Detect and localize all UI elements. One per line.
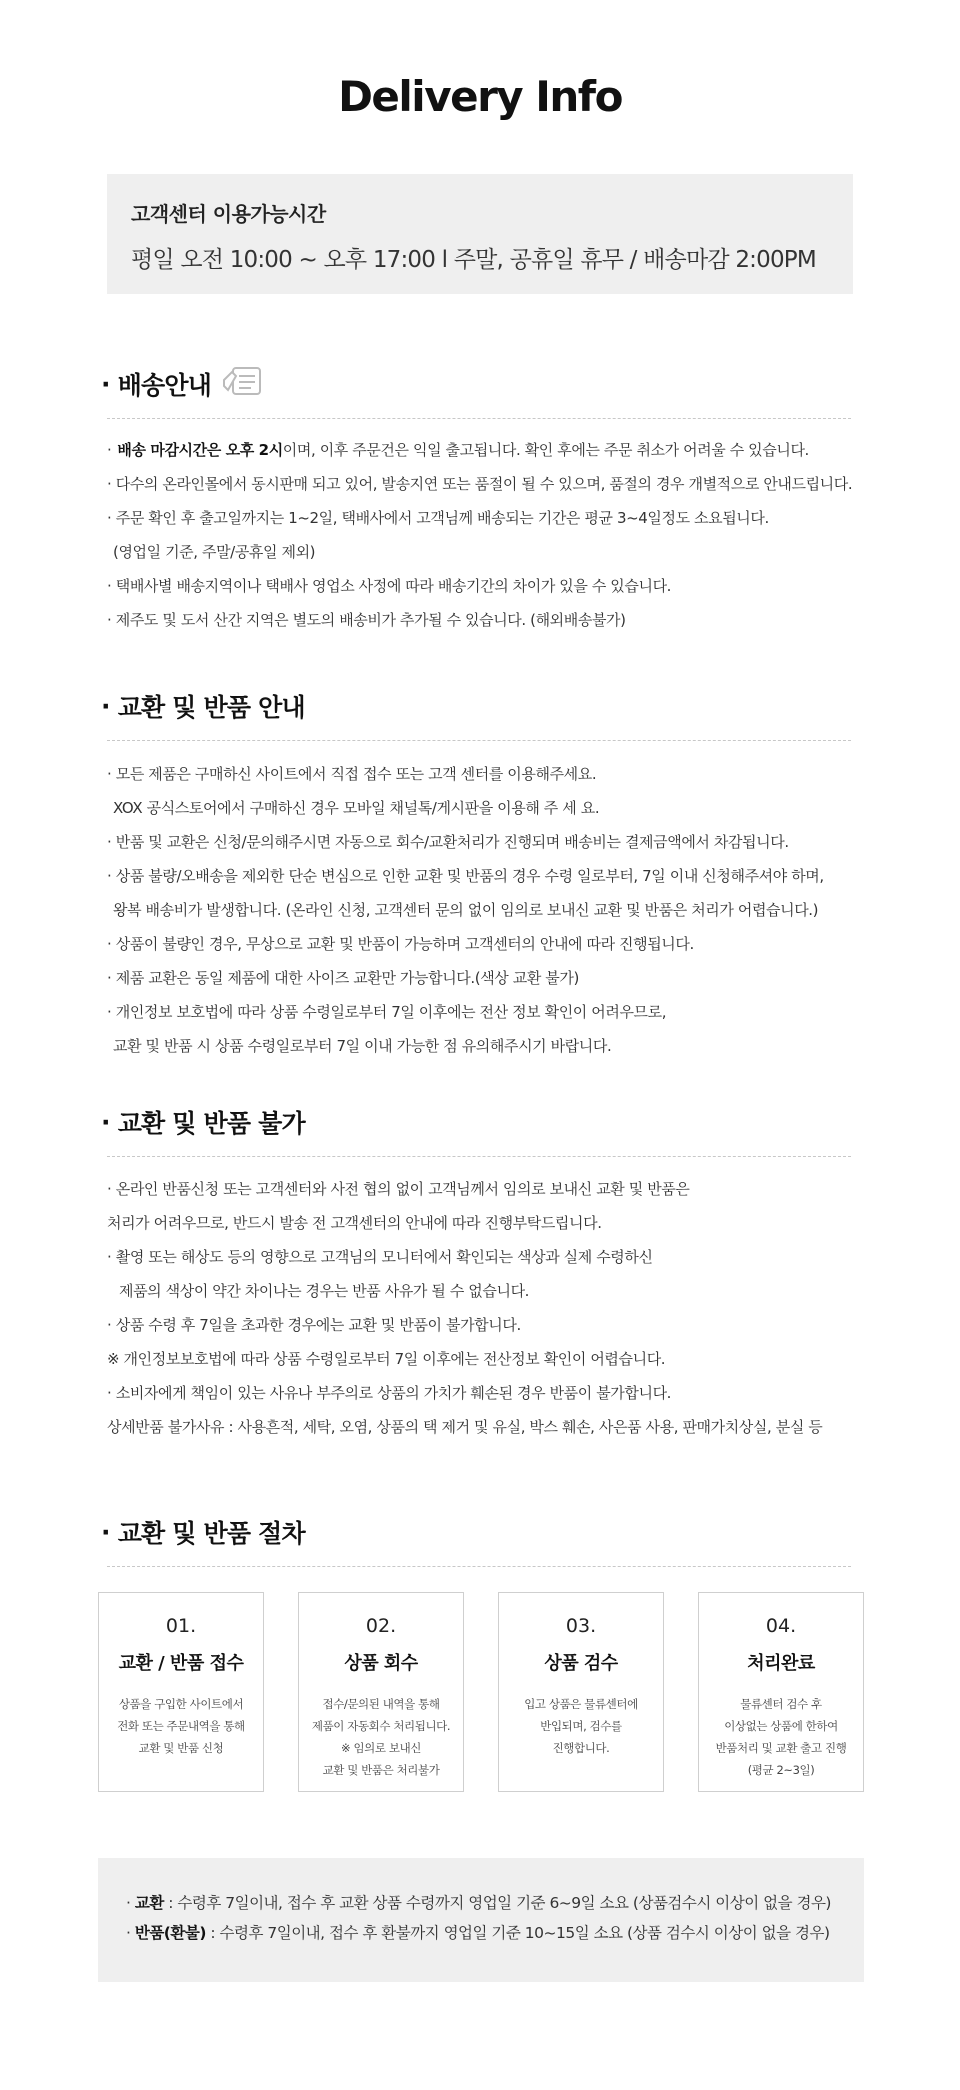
step-desc-line: (평균 2~3일) bbox=[747, 1763, 815, 1777]
step-number: 04. bbox=[765, 1615, 797, 1637]
step-description bbox=[99, 1693, 263, 1759]
step-desc-line: 교환 및 반품은 처리불가 bbox=[322, 1763, 440, 1777]
text-line: · 제품 교환은 동일 제품에 대한 사이즈 교환만 가능합니다.(색상 교환 불가) bbox=[107, 969, 579, 987]
procedure-step-4 bbox=[698, 1592, 864, 1792]
text-line: · 상품 수령 후 7일을 초과한 경우에는 교환 및 반품이 불가합니다. bbox=[107, 1316, 521, 1334]
section-procedure-heading bbox=[101, 1514, 305, 1550]
text-line: 상세반품 불가사유 : 사용흔적, 세탁, 오염, 상품의 택 제거 및 유실, 박스 훼손, 사은품 사용, 판매가치상실, 분실 등 bbox=[107, 1418, 823, 1436]
text-span: 이며, 이후 주문건은 익일 출고됩니다. 확인 후에는 주문 취소가 어려울 수 있습니다. bbox=[282, 441, 809, 459]
bullet: · bbox=[101, 1107, 110, 1137]
step-desc-line: 입고 상품은 물류센터에 bbox=[524, 1697, 638, 1711]
text-line: 처리가 어려우므로, 반드시 발송 전 고객센터의 안내에 따라 진행부탁드립니다. bbox=[107, 1214, 602, 1232]
summary-refund-row: · 반품(환불) : 수령후 7일이내, 접수 후 환불까지 영업일 기준 10~15일 소요 (상품 검수시 이상이 없을 경우) bbox=[126, 1924, 830, 1942]
section-title: 교환 및 반품 절차 bbox=[117, 1519, 305, 1548]
summary-text: : 수령후 7일이내, 접수 후 교환 상품 수령까지 영업일 기준 6~9일 소요 (상품검수시 이상이 없을 경우) bbox=[168, 1894, 831, 1912]
section-divider bbox=[107, 1156, 851, 1157]
step-description bbox=[699, 1693, 863, 1781]
summary-text: : 수령후 7일이내, 접수 후 환불까지 영업일 기준 10~15일 소요 (상품 검수시 이상이 없을 경우) bbox=[210, 1924, 830, 1942]
bullet: · bbox=[101, 691, 110, 721]
text-line: · 촬영 또는 해상도 등의 영향으로 고객님의 모니터에서 확인되는 색상과 실제 수령하신 bbox=[107, 1248, 653, 1266]
bullet: · bbox=[101, 1517, 110, 1547]
text-line: · 개인정보 보호법에 따라 상품 수령일로부터 7일 이후에는 전산 정보 확인이 어려우므로, bbox=[107, 1003, 667, 1021]
text-line: XOX 공식스토어에서 구매하신 경우 모바일 채널톡/게시판을 이용해 주 세 요. bbox=[113, 799, 600, 817]
page-title: Delivery Info bbox=[338, 72, 622, 121]
procedure-step-1 bbox=[98, 1592, 264, 1792]
text-line: · 주문 확인 후 출고일까지는 1~2일, 택배사에서 고객님께 배송되는 기간은 평균 3~4일정도 소요됩니다. bbox=[107, 509, 769, 527]
procedure-step-3 bbox=[498, 1592, 664, 1792]
step-description bbox=[299, 1693, 463, 1781]
procedure-step-2 bbox=[298, 1592, 464, 1792]
step-desc-line: ※ 임의로 보내신 bbox=[340, 1741, 421, 1755]
summary-exchange-row: · 교환 : 수령후 7일이내, 접수 후 교환 상품 수령까지 영업일 기준 6~9일 소요 (상품검수시 이상이 없을 경우) bbox=[126, 1894, 831, 1912]
section-exchange-heading bbox=[101, 688, 305, 724]
processing-time-summary bbox=[98, 1858, 864, 1982]
delivery-document-icon bbox=[221, 366, 263, 402]
section-divider bbox=[107, 418, 851, 419]
step-desc-line: 반입되며, 검수를 bbox=[540, 1719, 622, 1733]
customer-center-box bbox=[107, 174, 853, 294]
no-exchange-text bbox=[107, 1172, 897, 1444]
text-line: · 모든 제품은 구매하신 사이트에서 직접 접수 또는 고객 센터를 이용해주세요. bbox=[107, 765, 597, 783]
section-title: 교환 및 반품 불가 bbox=[117, 1109, 305, 1138]
step-desc-line: 진행합니다. bbox=[552, 1741, 610, 1755]
step-desc-line: 교환 및 반품 신청 bbox=[138, 1741, 224, 1755]
section-divider bbox=[107, 1566, 851, 1567]
section-no-exchange-heading bbox=[101, 1104, 305, 1140]
text-line: · 제주도 및 도서 산간 지역은 별도의 배송비가 추가될 수 있습니다. (해외배송불가) bbox=[107, 611, 626, 629]
step-desc-line: 제품이 자동회수 처리됩니다. bbox=[311, 1719, 451, 1733]
shipping-text bbox=[107, 433, 897, 637]
text-line: (영업일 기준, 주말/공휴일 제외) bbox=[113, 543, 316, 561]
text-line: · 상품 불량/오배송을 제외한 단순 변심으로 인한 교환 및 반품의 경우 수령 일로부터, 7일 이내 신청해주셔야 하며, bbox=[107, 867, 824, 885]
step-name: 교환 / 반품 접수 bbox=[118, 1653, 244, 1674]
text-line: · 상품이 불량인 경우, 무상으로 교환 및 반품이 가능하며 고객센터의 안내에 따라 진행됩니다. bbox=[107, 935, 694, 953]
exchange-text bbox=[107, 757, 897, 1063]
section-shipping-heading bbox=[101, 366, 263, 402]
text-line: · 택배사별 배송지역이나 택배사 영업소 사정에 따라 배송기간의 차이가 있을 수 있습니다. bbox=[107, 577, 672, 595]
section-title: 배송안내 bbox=[117, 371, 212, 400]
text-line: · 온라인 반품신청 또는 고객센터와 사전 협의 없이 고객님께서 임의로 보내신 교환 및 반품은 bbox=[107, 1180, 690, 1198]
step-desc-line: 접수/문의된 내역을 통해 bbox=[322, 1697, 440, 1711]
text-line: · 다수의 온라인몰에서 동시판매 되고 있어, 발송지연 또는 품절이 될 수 있으며, 품절의 경우 개별적으로 안내드립니다. bbox=[107, 475, 853, 493]
text-line: · 배송 마감시간은 오후 2시이며, 이후 주문건은 익일 출고됩니다. 확인 후에는 주문 취소가 어려울 수 있습니다. bbox=[107, 441, 809, 459]
section-title: 교환 및 반품 안내 bbox=[117, 693, 305, 722]
step-number: 02. bbox=[365, 1615, 397, 1637]
step-description bbox=[499, 1693, 663, 1759]
text-line: · 반품 및 교환은 신청/문의해주시면 자동으로 회수/교환처리가 진행되며 배송비는 결제금액에서 차감됩니다. bbox=[107, 833, 789, 851]
step-name: 상품 검수 bbox=[544, 1653, 618, 1674]
step-name: 처리완료 bbox=[747, 1653, 815, 1674]
step-desc-line: 상품을 구입한 사이트에서 bbox=[118, 1697, 244, 1711]
step-desc-line: 반품처리 및 교환 출고 진행 bbox=[715, 1741, 847, 1755]
text-line: 교환 및 반품 시 상품 수령일로부터 7일 이내 가능한 점 유의해주시기 바랍니다. bbox=[113, 1037, 612, 1055]
text-line: 제품의 색상이 약간 차이나는 경우는 반품 사유가 될 수 없습니다. bbox=[119, 1282, 530, 1300]
text-line: 왕복 배송비가 발생합니다. (온라인 신청, 고객센터 문의 없이 임의로 보내신 교환 및 반품은 처리가 어렵습니다.) bbox=[113, 901, 819, 919]
section-divider bbox=[107, 740, 851, 741]
cs-hours: 평일 오전 10:00 ~ 오후 17:00 l 주말, 공휴일 휴무 / 배송마감 2:00PM bbox=[131, 247, 816, 273]
step-number: 03. bbox=[565, 1615, 597, 1637]
step-number: 01. bbox=[165, 1615, 197, 1637]
summary-label: 교환 bbox=[134, 1894, 164, 1912]
summary-label: 반품(환불) bbox=[134, 1924, 206, 1942]
bold-text: 배송 마감시간은 오후 2시 bbox=[117, 441, 283, 459]
text-line: · 소비자에게 책임이 있는 사유나 부주의로 상품의 가치가 훼손된 경우 반품이 불가합니다. bbox=[107, 1384, 672, 1402]
cs-title: 고객센터 이용가능시간 bbox=[131, 202, 326, 226]
step-desc-line: 물류센터 검수 후 bbox=[740, 1697, 822, 1711]
bullet: · bbox=[101, 369, 110, 399]
step-desc-line: 이상없는 상품에 한하여 bbox=[724, 1719, 838, 1733]
step-desc-line: 전화 또는 주문내역을 통해 bbox=[117, 1719, 245, 1733]
text-line: ※ 개인정보보호법에 따라 상품 수령일로부터 7일 이후에는 전산정보 확인이 어렵습니다. bbox=[107, 1350, 666, 1368]
step-name: 상품 회수 bbox=[344, 1653, 418, 1674]
